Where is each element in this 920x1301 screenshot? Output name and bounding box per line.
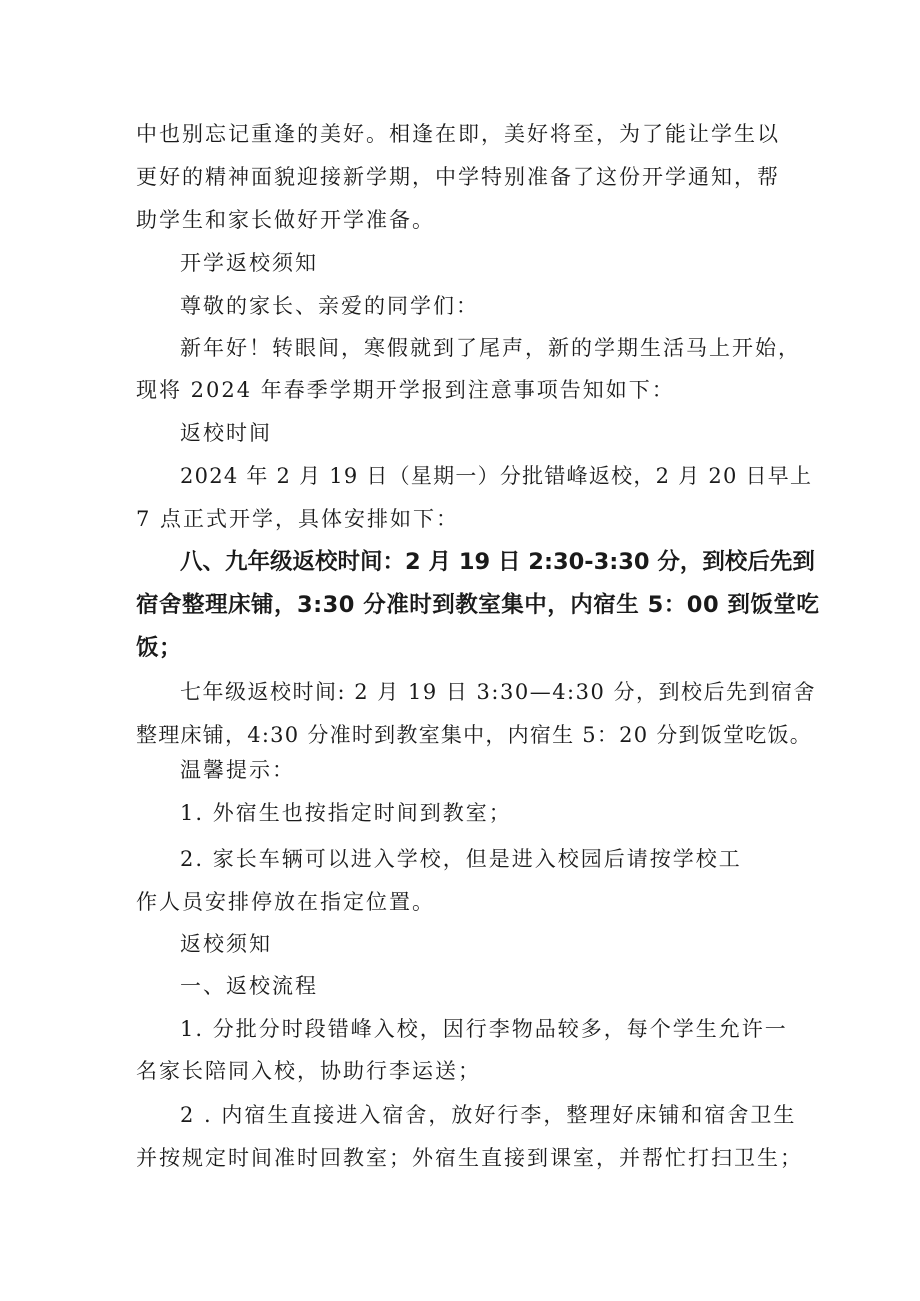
process-2-line-1: 2 . 内宿生直接进入宿舍，放好行李，整理好床铺和宿舍卫生 bbox=[180, 1103, 797, 1127]
tips-heading: 温馨提示： bbox=[180, 758, 295, 782]
intro-line-3: 助学生和家长做好开学准备。 bbox=[136, 208, 435, 232]
section-return-notice: 返校须知 bbox=[180, 932, 272, 956]
subsection-return-process: 一、返校流程 bbox=[180, 974, 318, 998]
grade-8-9-line-1: 八、九年级返校时间：2 月 19 日 2:30-3:30 分，到校后先到 bbox=[180, 549, 815, 575]
tip-2-line-2: 作人员安排停放在指定位置。 bbox=[136, 890, 435, 914]
tip-1: 1. 外宿生也按指定时间到教室； bbox=[180, 801, 512, 825]
grade-8-9-line-2: 宿舍整理床铺，3:30 分准时到教室集中，内宿生 5：00 到饭堂吃 bbox=[136, 592, 820, 618]
grade-7-line-2: 整理床铺，4:30 分准时到教室集中，内宿生 5：20 分到饭堂吃饭。 bbox=[136, 723, 813, 747]
grade-7-line-1: 七年级返校时间: 2 月 19 日 3:30—4:30 分，到校后先到宿舍 bbox=[180, 680, 817, 704]
notice-heading: 开学返校须知 bbox=[180, 251, 318, 275]
return-time-line-1: 2024 年 2 月 19 日（星期一）分批错峰返校，2 月 20 日早上 bbox=[180, 464, 813, 488]
process-1-line-2: 名家长陪同入校，协助行李运送； bbox=[136, 1059, 481, 1083]
tip-2-line-1: 2. 家长车辆可以进入学校，但是进入校园后请按学校工 bbox=[180, 847, 742, 871]
grade-8-9-line-3: 饭； bbox=[136, 635, 183, 661]
intro-line-2: 更好的精神面貌迎接新学期，中学特别准备了这份开学通知，帮 bbox=[136, 165, 780, 189]
greeting-line-2: 现将 2024 年春季学期开学报到注意事项告知如下： bbox=[136, 378, 675, 402]
section-return-time: 返校时间 bbox=[180, 421, 272, 445]
process-2-line-2: 并按规定时间准时回教室；外宿生直接到课室，并帮忙打扫卫生； bbox=[136, 1146, 803, 1170]
greeting-line-1: 新年好！转眼间，寒假就到了尾声，新的学期生活马上开始， bbox=[180, 336, 801, 360]
salutation: 尊敬的家长、亲爱的同学们： bbox=[180, 294, 479, 318]
process-1-line-1: 1. 分批分时段错峰入校，因行李物品较多，每个学生允许一 bbox=[180, 1017, 788, 1041]
intro-line-1: 中也别忘记重逢的美好。相逢在即，美好将至，为了能让学生以 bbox=[136, 122, 780, 146]
return-time-line-2: 7 点正式开学，具体安排如下： bbox=[136, 507, 460, 531]
